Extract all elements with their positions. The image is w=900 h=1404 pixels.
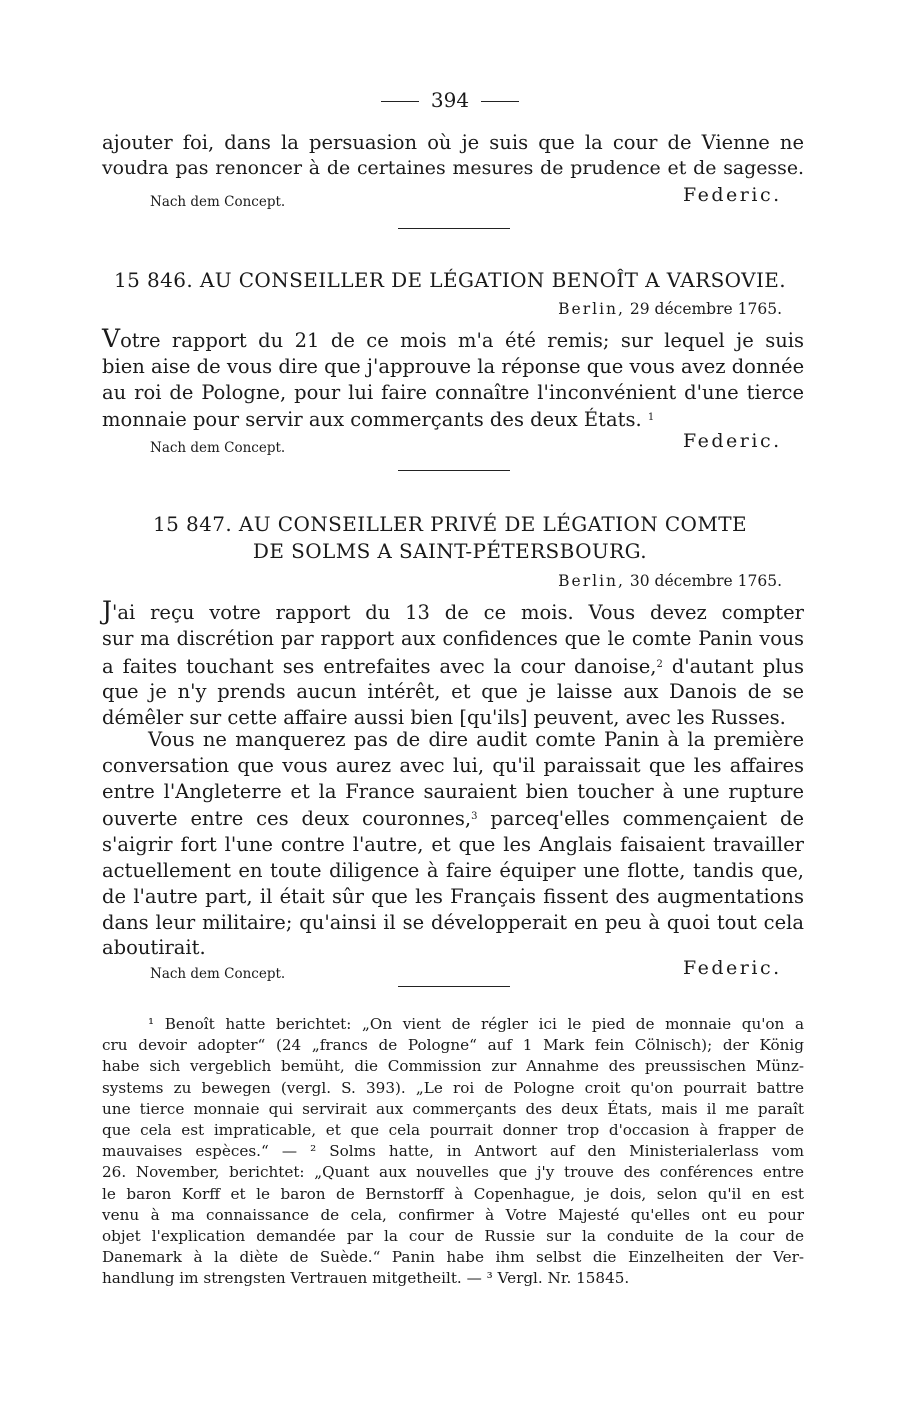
footnote-line: venu à ma connaissance de cela, confirmer à Votre Majesté qu'elles ont eu pour	[102, 1205, 804, 1224]
section-rule	[398, 228, 510, 229]
signature: Federic.	[683, 184, 782, 206]
footnote-line: mauvaises espèces.“ — ² Solms hatte, in Antwort auf den Ministerialerlass vom	[102, 1142, 804, 1161]
text-line: Votre rapport du 21 de ce mois m'a été remis; sur lequel je suis	[102, 324, 804, 353]
letter-body-15847-para1	[102, 598, 804, 731]
footnote-line: handlung im strengsten Vertrauen mitgetheilt. — ³ Vergl. Nr. 15845.	[102, 1269, 630, 1288]
footnote-line: ¹ Benoît hatte berichtet: „On vient de régler ici le pied de monnaie qu'on a	[148, 1015, 804, 1033]
text-line: sur ma discrétion par rapport aux confidences que le comte Panin vous	[102, 626, 804, 650]
text-line: s'aigrir fort l'une contre l'autre, et que les Anglais faisaient travailler	[102, 833, 804, 857]
text-line: entre l'Angleterre et la France sauraient bien toucher à une rupture	[102, 779, 804, 803]
date-city: Berlin,	[558, 572, 625, 590]
letter-heading-15847-line2: DE SOLMS A SAINT-PÉTERSBOURG.	[252, 539, 648, 563]
text-line: que je n'y prends aucun intérêt, et que je laisse aux Danois de se	[102, 680, 804, 704]
footnote-line: 26. November, berichtet: „Quant aux nouvelles que j'y trouve des conférences entre	[102, 1163, 804, 1182]
drop-cap: V	[102, 324, 121, 353]
text-line: conversation que vous aurez avec lui, qu'il paraissait que les affaires	[102, 753, 804, 777]
footnote-rule	[398, 986, 510, 987]
footnote-line: le baron Korff et le baron de Bernstorff à Copenhague, je dois, selon qu'il en est	[102, 1184, 804, 1203]
text-line: ajouter foi, dans la persuasion où je suis que la cour de Vienne ne	[102, 131, 804, 154]
header-dash-left	[381, 101, 419, 102]
drop-cap: J	[102, 596, 113, 625]
date-text: 29 décembre 1765.	[629, 300, 782, 318]
text-line: de l'autre part, il était sûr que les Français fissent des augmentations	[102, 884, 804, 908]
text-line: J'ai reçu votre rapport du 13 de ce mois. Vous devez compter	[102, 596, 804, 625]
signature: Federic.	[683, 957, 782, 979]
footnote-line: une tierce monnaie qui servirait aux commerçants des deux États, mais il me paraît	[102, 1099, 804, 1118]
dateline-15846	[558, 300, 782, 318]
letter-heading-15847-line1: 15 847. AU CONSEILLER PRIVÉ DE LÉGATION COMTE	[153, 512, 747, 536]
footnote-line: que cela est impraticable, et que cela pourrait donner trop d'occasion à frapper de	[102, 1121, 804, 1140]
text-line: démêler sur cette affaire aussi bien [qu'ils] peuvent, avec les Russes.	[102, 706, 786, 730]
text-line: bien aise de vous dire que j'approuve la réponse que vous avez donnée	[102, 354, 805, 378]
footnote-line: objet l'explication demandée par la cour de Russie sur la conduite de la cour de	[102, 1227, 804, 1246]
footnote-line: cru devoir adopter“ (24 „francs de Pologne“ auf 1 Mark fein Cölnisch); der König	[102, 1036, 804, 1055]
letter-heading-15846: 15 846. AU CONSEILLER DE LÉGATION BENOÎT A VARSOVIE.	[113, 268, 787, 292]
text-line: aboutirait.	[102, 936, 206, 960]
letter-body-15846	[102, 326, 804, 433]
date-city: Berlin,	[558, 300, 625, 318]
text-line: a faites touchant ses entrefaites avec la cour danoise,$^2$ d'autant plus	[102, 654, 804, 678]
text-line: actuellement en toute diligence à faire équiper une flotte, tandis que,	[102, 858, 804, 882]
header-dash-right	[481, 101, 519, 102]
page-number-header	[0, 88, 900, 112]
text-line: voudra pas renoncer à de certaines mesures de prudence et de sagesse.	[102, 156, 804, 179]
footnote-ref: 1	[647, 412, 655, 424]
section-rule	[398, 470, 510, 471]
footnote-ref: 3	[471, 811, 478, 823]
continuation-paragraph	[102, 130, 804, 182]
text-line: Vous ne manquerez pas de dire audit comte Panin à la première	[148, 728, 804, 751]
footnote-line: Danemark à la diète de Suède.“ Panin habe ihm selbst die Einzelheiten der Ver-	[102, 1248, 804, 1267]
page-number: 394	[430, 88, 470, 112]
text-line: monnaie pour servir aux commerçants des deux États. $^1$	[102, 408, 655, 432]
source-note: Nach dem Concept.	[150, 194, 286, 210]
footnote-ref: 2	[656, 658, 663, 670]
source-note: Nach dem Concept.	[150, 440, 286, 456]
dateline-15847	[558, 572, 782, 590]
text-line: dans leur militaire; qu'ainsi il se développerait en peu à quoi tout cela	[102, 910, 804, 934]
text-line: au roi de Pologne, pour lui faire connaître l'inconvénient d'une tierce	[102, 380, 804, 404]
date-text: 30 décembre 1765.	[629, 572, 782, 590]
footnote-line: habe sich vergeblich bemüht, die Commission zur Annahme des preussischen Münz-	[102, 1057, 804, 1076]
text-line: ouverte entre ces deux couronnes,$^3$ parceq'elles commençaient de	[102, 807, 804, 831]
signature: Federic.	[683, 430, 782, 452]
footnote-line: systems zu bewegen (vergl. S. 393). „Le roi de Pologne croit qu'on pourrait battre	[102, 1078, 804, 1097]
letter-body-15847-para2	[102, 727, 804, 961]
footnotes	[102, 1014, 804, 1290]
source-note: Nach dem Concept.	[150, 966, 286, 982]
